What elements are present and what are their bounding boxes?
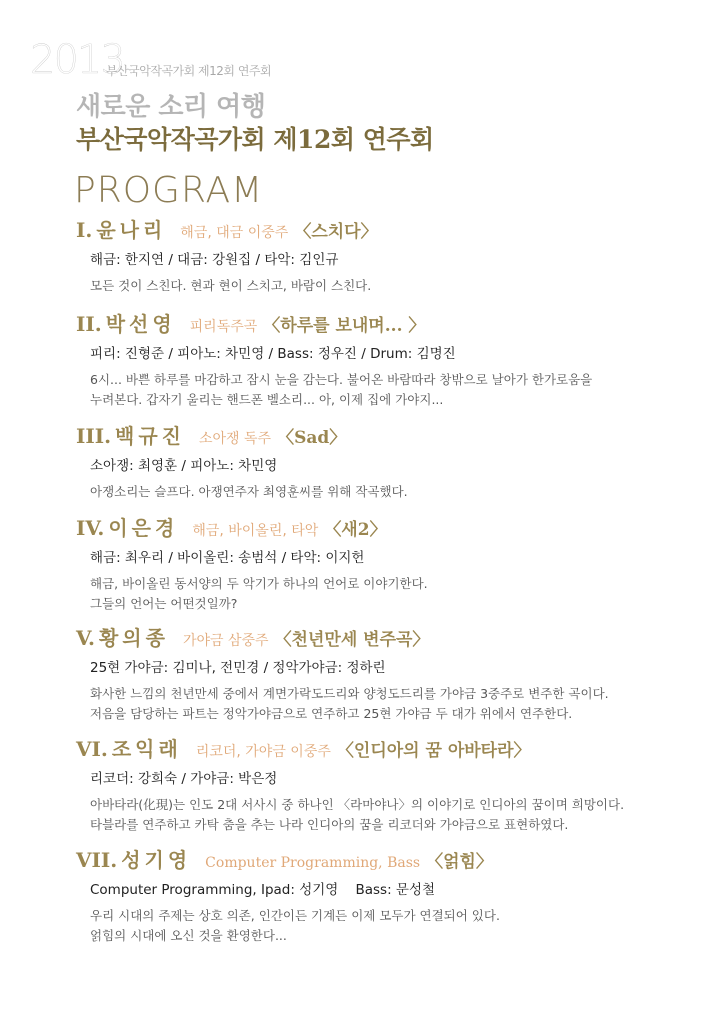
program-item — [76, 844, 716, 946]
composer-name: 황의종 — [98, 626, 169, 650]
composer-name: 백규진 — [115, 424, 185, 448]
program-item — [76, 420, 716, 502]
instrumentation: 가야금 삼중주 — [182, 633, 269, 649]
description-line: 저음을 담당하는 파트는 정악가야금으로 연주하고 25현 가야금 두 대가 위에서 연주한다. — [90, 706, 573, 721]
item-numeral: IV. — [76, 516, 105, 540]
program-heading: PROGRAM — [74, 170, 264, 211]
year-caption: 부산국악작곡가회 제12회 연주회 — [106, 64, 272, 78]
item-numeral: III. — [76, 424, 112, 448]
piece-title: 〈천년만세 변주곡〉 — [274, 630, 430, 650]
program-item — [76, 512, 716, 614]
piece-title: 〈새2〉 — [324, 520, 387, 540]
concert-title: 부산국악작곡가회 제12회 연주회 — [76, 125, 434, 154]
composer-name: 윤나리 — [96, 218, 167, 242]
piece-description — [90, 906, 700, 946]
description-line: 모든 것이 스친다. 현과 현이 스치고, 바람이 스친다. — [90, 278, 372, 293]
piece-description — [90, 574, 700, 614]
piece-title: 〈인디아의 꿈 아바타라〉 — [336, 741, 531, 761]
program-item — [76, 622, 716, 724]
composer-name: 조익래 — [111, 737, 182, 761]
piece-description — [90, 482, 700, 502]
concert-subtitle: 새로운 소리 여행 — [76, 92, 266, 122]
description-line: 아바타라(化現)는 인도 2대 서사시 중 하나인 〈라마야나〉의 이야기로 인디아의 꿈이며 희망이다. — [90, 797, 625, 812]
item-numeral: VII. — [76, 848, 118, 872]
performers-line: 25현 가야금: 김미나, 전민경 / 정악가야금: 정하린 — [90, 660, 386, 676]
instrumentation: 해금, 대금 이중주 — [180, 225, 289, 241]
description-line: 6시... 바쁜 하루를 마감하고 잠시 눈을 감는다. 불어온 바람따라 창밖으로 날아가 한가로움을 — [90, 372, 593, 387]
piece-title: 〈하루를 보내며... 〉 — [263, 316, 426, 336]
performers-line: 리코더: 강희숙 / 가야금: 박은정 — [90, 771, 278, 787]
composer-name: 성기영 — [121, 848, 192, 872]
instrumentation: 해금, 바이올린, 타악 — [192, 523, 319, 539]
piece-description — [90, 795, 700, 835]
year-label: 2013 — [30, 37, 124, 83]
performers-line: 해금: 한지연 / 대금: 강원집 / 타악: 김인규 — [90, 252, 339, 268]
description-line: 타블라를 연주하고 카탁 춤을 추는 나라 인디아의 꿈을 리코더와 가야금으로 표현하였다. — [90, 817, 569, 832]
instrumentation: 소아쟁 독주 — [199, 431, 272, 447]
description-line: 아쟁소리는 슬프다. 아쟁연주자 최영훈씨를 위해 작곡했다. — [90, 484, 408, 499]
performers-line: 해금: 최우리 / 바이올린: 송범석 / 타악: 이지헌 — [90, 550, 365, 566]
piece-description — [90, 684, 700, 724]
description-line: 그들의 언어는 어떤것일까? — [90, 596, 238, 611]
piece-title: 〈얽힘〉 — [426, 852, 493, 872]
program-item — [76, 214, 716, 296]
description-line: 해금, 바이올린 동서양의 두 악기가 하나의 언어로 이야기한다. — [90, 576, 428, 591]
composer-name: 박선영 — [105, 312, 176, 336]
piece-description — [90, 276, 700, 296]
description-line: 화사한 느낌의 천년만세 중에서 계면가락도드리와 양청도드리를 가야금 3중주로 변주한 곡이다. — [90, 686, 609, 701]
description-line: 누려본다. 갑자기 울리는 핸드폰 벨소리... 아, 이제 집에 가야지... — [90, 392, 444, 407]
piece-title: 〈스치다〉 — [294, 222, 378, 242]
item-numeral: I. — [76, 218, 93, 242]
description-line: 우리 시대의 주제는 상호 의존, 인간이든 기계든 이제 모두가 연결되어 있다. — [90, 908, 500, 923]
item-numeral: VI. — [76, 737, 108, 761]
performers-line: Computer Programming, Ipad: 성기영 Bass: 문성철 — [90, 882, 436, 898]
program-item — [76, 308, 716, 410]
piece-title: 〈Sad〉 — [277, 428, 347, 448]
performers-line: 피리: 진형준 / 피아노: 차민영 / Bass: 정우진 / Drum: 김명진 — [90, 346, 456, 362]
item-numeral: V. — [76, 626, 95, 650]
description-line: 얽힘의 시대에 오신 것을 환영한다... — [90, 928, 287, 943]
performers-line: 소아쟁: 최영훈 / 피아노: 차민영 — [90, 458, 278, 474]
piece-description — [90, 370, 700, 410]
program-item — [76, 733, 716, 835]
composer-name: 이은경 — [108, 516, 179, 540]
instrumentation: Computer Programming, Bass — [205, 855, 421, 871]
instrumentation: 리코더, 가야금 이중주 — [195, 744, 331, 760]
instrumentation: 피리독주곡 — [189, 319, 258, 335]
item-numeral: II. — [76, 312, 102, 336]
